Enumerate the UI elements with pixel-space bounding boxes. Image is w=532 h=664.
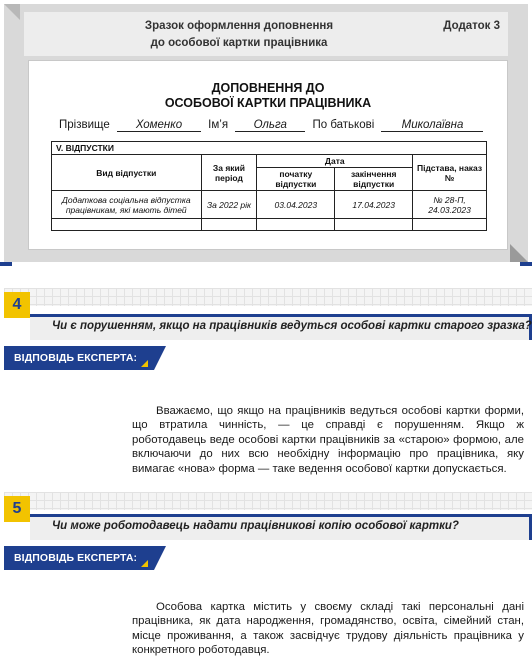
question-text: Чи є порушенням, якщо на працівників ведуться особові картки старого зразка?: [52, 320, 532, 332]
cell-type: Додаткова соціальна відпустка працівникам, які мають дітей: [52, 191, 202, 219]
sample-header: [24, 12, 508, 56]
divider-accent: [0, 262, 12, 266]
employee-names-row: [59, 119, 499, 132]
cell-basis: № 28-П, 24.03.2023: [413, 191, 487, 219]
expert-answer-label: ВІДПОВІДЬ ЕКСПЕРТА:: [14, 552, 138, 564]
sample-title-line1: Зразок оформлення доповнення: [144, 20, 334, 32]
cell-empty: [52, 219, 202, 231]
tag-corner-marker: [141, 360, 148, 367]
question-number: 5: [4, 496, 30, 522]
cell-empty: [201, 219, 257, 231]
tag-arrow: [154, 546, 166, 570]
grid-band: [4, 288, 532, 306]
divider-accent: [520, 262, 532, 266]
tag-arrow: [154, 346, 166, 370]
sample-form-block: [4, 4, 528, 262]
answer-text: Вважаємо, що якщо на працівників ведуться особові картки форми, що втратила чинність, — це справді є порушенням. Якщо ж роботодавець веде особові картки працівників за «старою» формою, але включаючи до них всю необхідну інформацію про працівника, яку вимагає «нова» форма — таке ведення особової картки допускається.: [132, 405, 524, 475]
cell-empty: [413, 219, 487, 231]
page-fold-corner: [4, 4, 20, 20]
surname-label: Прізвище: [59, 119, 110, 131]
cell-empty: [257, 219, 335, 231]
surname-value: Хоменко: [117, 119, 201, 132]
sample-title-line2: до особової картки працівника: [150, 37, 328, 49]
vacations-table: [51, 141, 487, 231]
cell-empty: [335, 219, 413, 231]
cell-end: 17.04.2023: [335, 191, 413, 219]
form-title: [29, 81, 507, 111]
table-row-empty: [52, 219, 487, 231]
col-header-end: закінчення відпустки: [335, 168, 413, 191]
cell-period: За 2022 рік: [201, 191, 257, 219]
name-value: Ольга: [235, 119, 305, 132]
col-header-type: Вид відпустки: [52, 155, 202, 191]
sample-title: [24, 18, 454, 52]
question-text: Чи може роботодавець надати працівникові копію особової картки?: [52, 520, 459, 532]
expert-answer-tag: [4, 346, 154, 370]
table-row: [52, 191, 487, 219]
col-header-start: початку відпустки: [257, 168, 335, 191]
table-section-title: V. ВІДПУСТКИ: [52, 142, 487, 155]
expert-answer-label: ВІДПОВІДЬ ЕКСПЕРТА:: [14, 352, 138, 364]
page-fold-corner: [510, 244, 528, 262]
cell-start: 03.04.2023: [257, 191, 335, 219]
form-title-line1: ДОПОВНЕННЯ ДО: [211, 81, 325, 95]
grid-band: [4, 492, 532, 510]
patronymic-label: По батькові: [312, 119, 375, 131]
form-sheet: [28, 60, 508, 250]
col-header-basis: Підстава, наказ №: [413, 155, 487, 191]
patronymic-value: Миколаївна: [381, 119, 483, 132]
name-label: Ім’я: [208, 119, 229, 131]
question-number: 4: [4, 292, 30, 318]
col-header-period: За який період: [201, 155, 257, 191]
form-title-line2: ОСОБОВОЇ КАРТКИ ПРАЦІВНИКА: [164, 96, 372, 110]
tag-corner-marker: [141, 560, 148, 567]
appendix-label: Додаток 3: [443, 20, 500, 32]
answer-text: Особова картка містить у своєму складі такі персональні дані працівника, як дата народження, громадянство, освіта, сімейний стан, місце проживання, а також засвідчує трудову діяльність працівника у конкретного роботодавця.: [132, 601, 524, 657]
col-header-date: Дата: [257, 155, 413, 168]
expert-answer-tag: [4, 546, 154, 570]
